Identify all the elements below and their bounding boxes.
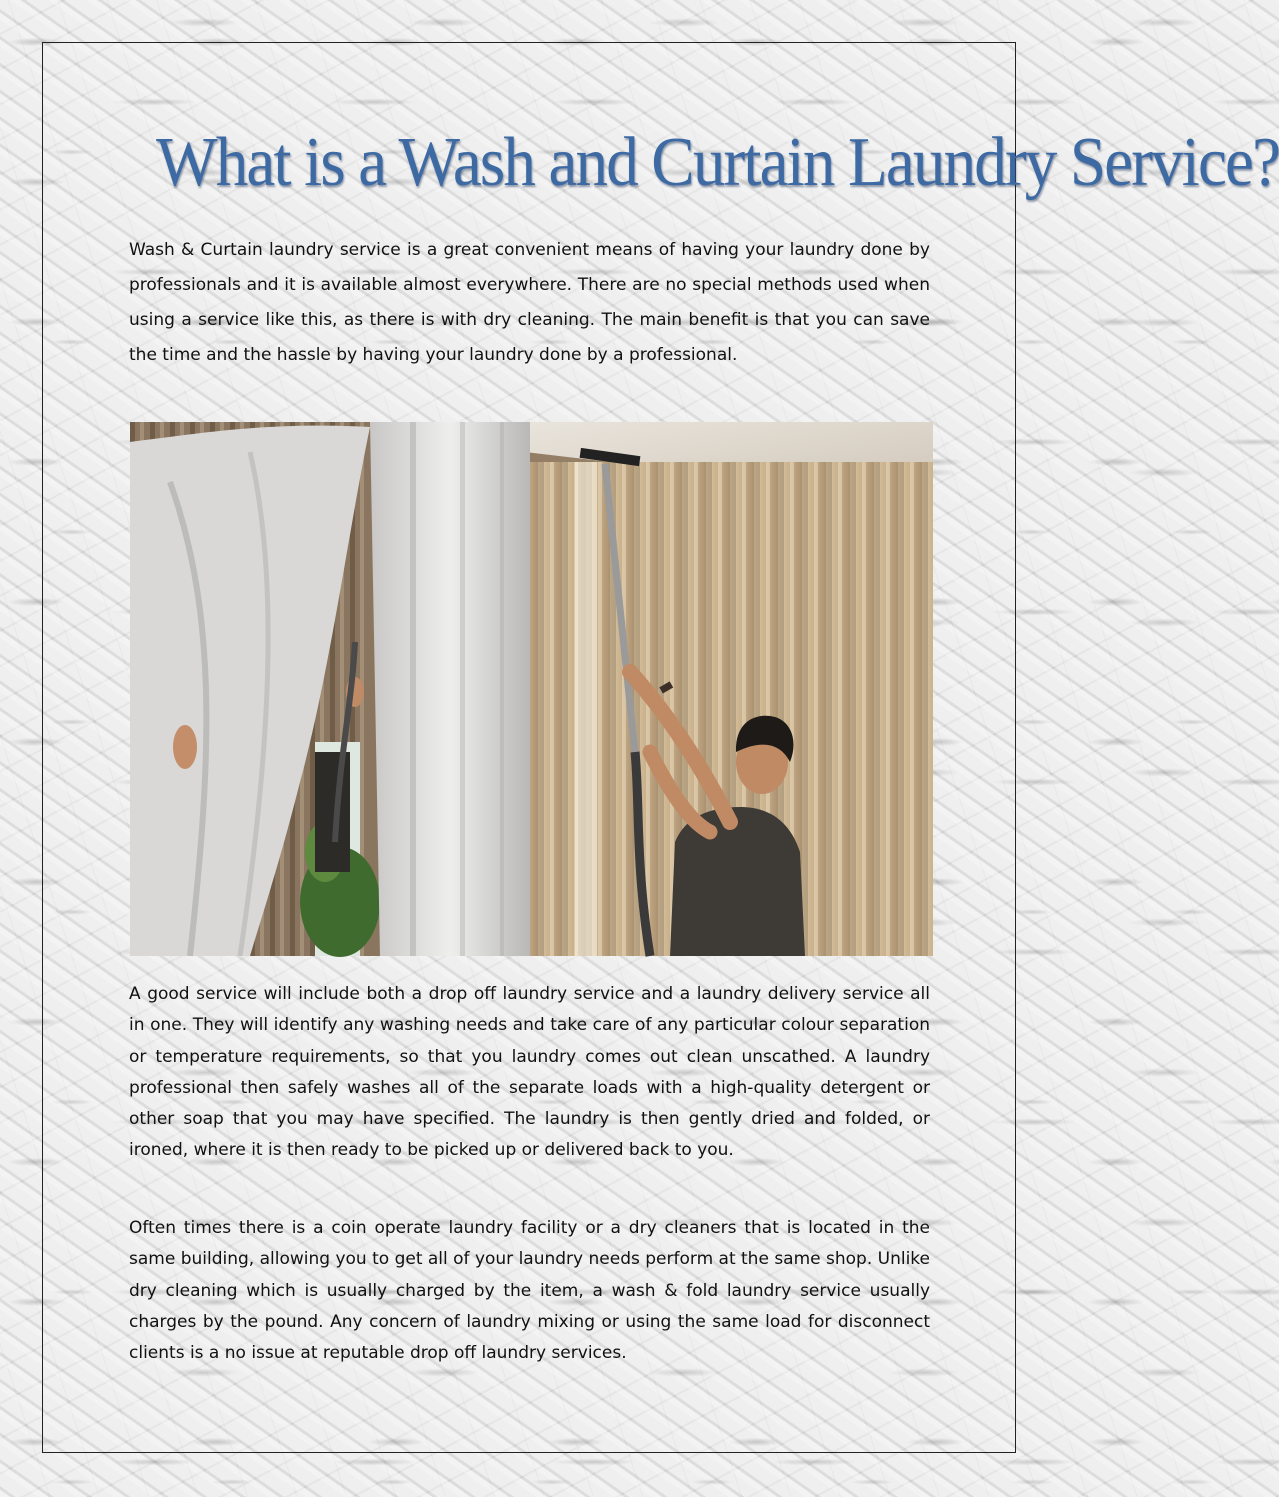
intro-paragraph: Wash & Curtain laundry service is a great convenient means of having your laundry done by professionals and it is available almost everywhere. There are no special methods used when using a service like this, as there is with dry cleaning. The main benefit is that you can save the time and the hassle by having your laundry done by a professional. <box>129 240 930 365</box>
service-paragraph: A good service will include both a drop off laundry service and a laundry delivery service all in one. They will identify any washing needs and take care of any particular colour separation or temperature requirements, so that you laundry comes out clean unscathed. A laundry professional then safely washes all of the separate loads with a high-quality detergent or other soap that you may have specified. The laundry is then gently dried and folded, or ironed, where it is then ready to be picked up or delivered back to you. <box>129 984 930 1161</box>
page-title: What is a Wash and Curtain Laundry Service? <box>156 124 1279 201</box>
curtain-cleaning-photo <box>130 422 933 956</box>
pricing-paragraph: Often times there is a coin operate laundry facility or a dry cleaners that is located in the same building, allowing you to get all of your laundry needs perform at the same shop. Unlike dry cleaning which is usually charged by the item, a wash & fold laundry service usually charges by the pound. Any concern of laundry mixing or using the same load for disconnect clients is a no issue at reputable drop off laundry services. <box>129 1218 931 1364</box>
